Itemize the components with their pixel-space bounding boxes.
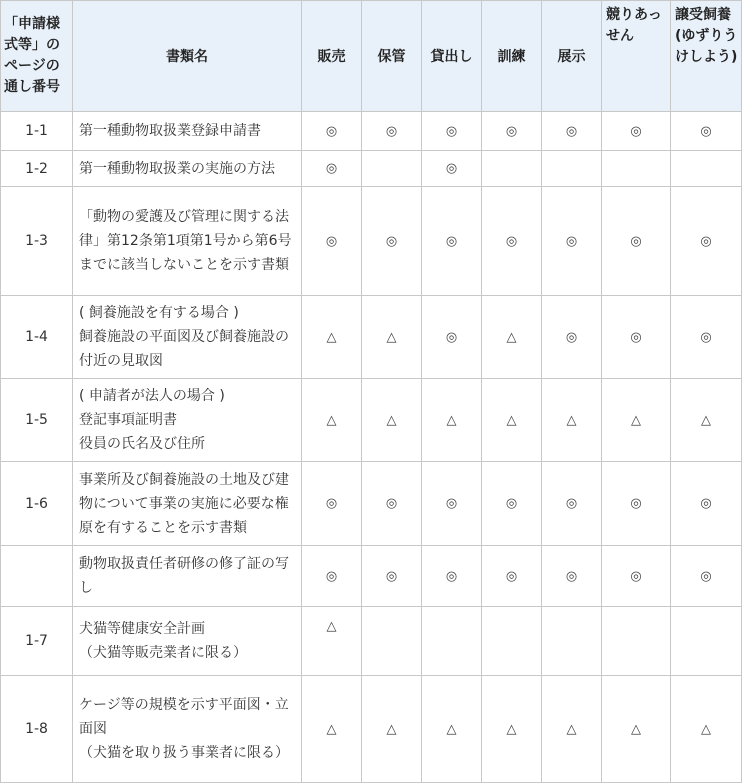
requirement-mark: ◎ — [482, 546, 542, 607]
requirement-mark: △ — [362, 676, 422, 783]
requirement-mark: △ — [482, 296, 542, 379]
requirement-mark: ◎ — [482, 112, 542, 151]
requirement-mark — [362, 607, 422, 676]
document-name: 「動物の愛護及び管理に関する法律」第12条第1項第1号から第6号までに該当しないことを示す書類 — [73, 187, 302, 296]
requirement-mark: ◎ — [422, 187, 482, 296]
document-name: ( 申請者が法人の場合 ) 登記事項証明書 役員の氏名及び住所 — [73, 379, 302, 462]
requirement-mark: ◎ — [671, 546, 742, 607]
document-name: 動物取扱責任者研修の修了証の写し — [73, 546, 302, 607]
requirement-mark — [542, 607, 602, 676]
header-category: 譲受飼養(ゆずりうけしよう) — [671, 1, 742, 112]
requirement-mark: △ — [302, 379, 362, 462]
requirement-mark: △ — [671, 676, 742, 783]
requirement-mark: △ — [302, 607, 362, 676]
row-number: 1-7 — [1, 607, 73, 676]
requirement-mark: △ — [602, 379, 671, 462]
requirement-mark: ◎ — [542, 187, 602, 296]
row-number: 1-1 — [1, 112, 73, 151]
document-name: 事業所及び飼養施設の土地及び建物について事業の実施に必要な権原を有することを示す書類 — [73, 462, 302, 546]
requirement-mark: ◎ — [302, 187, 362, 296]
requirement-mark — [362, 151, 422, 187]
requirement-mark: △ — [302, 676, 362, 783]
requirement-mark: ◎ — [671, 112, 742, 151]
requirement-mark — [482, 151, 542, 187]
row-number: 1-5 — [1, 379, 73, 462]
requirement-mark: △ — [482, 676, 542, 783]
requirement-mark — [602, 607, 671, 676]
requirement-mark: ◎ — [422, 462, 482, 546]
requirement-mark: ◎ — [302, 112, 362, 151]
table-row — [1, 462, 742, 546]
requirement-mark — [671, 151, 742, 187]
header-category: 販売 — [302, 1, 362, 112]
document-name: ( 飼養施設を有する場合 ) 飼養施設の平面図及び飼養施設の付近の見取図 — [73, 296, 302, 379]
requirement-mark: ◎ — [302, 546, 362, 607]
requirement-mark: △ — [542, 379, 602, 462]
requirement-mark: ◎ — [671, 462, 742, 546]
requirement-mark: ◎ — [302, 151, 362, 187]
document-name: 第一種動物取扱業登録申請書 — [73, 112, 302, 151]
requirement-mark — [542, 151, 602, 187]
document-name: 第一種動物取扱業の実施の方法 — [73, 151, 302, 187]
row-number: 1-4 — [1, 296, 73, 379]
header-category: 展示 — [542, 1, 602, 112]
header-document-name: 書類名 — [73, 1, 302, 112]
requirement-mark: △ — [422, 379, 482, 462]
requirement-mark: ◎ — [602, 187, 671, 296]
requirement-mark: △ — [542, 676, 602, 783]
table-row — [1, 296, 742, 379]
row-number: 1-6 — [1, 462, 73, 546]
table-row — [1, 607, 742, 676]
requirement-mark: ◎ — [671, 296, 742, 379]
requirement-mark: ◎ — [482, 187, 542, 296]
requirement-mark — [671, 607, 742, 676]
table-header-row — [1, 1, 742, 112]
requirement-mark — [602, 151, 671, 187]
requirement-mark: △ — [362, 379, 422, 462]
requirement-mark: ◎ — [542, 296, 602, 379]
row-number — [1, 546, 73, 607]
requirement-mark: ◎ — [602, 462, 671, 546]
row-number: 1-3 — [1, 187, 73, 296]
requirement-mark: ◎ — [542, 112, 602, 151]
requirement-mark: ◎ — [362, 187, 422, 296]
requirement-mark: ◎ — [362, 462, 422, 546]
requirement-mark: △ — [602, 676, 671, 783]
requirement-mark: ◎ — [482, 462, 542, 546]
requirement-mark: △ — [482, 379, 542, 462]
table-row — [1, 546, 742, 607]
document-name: ケージ等の規模を示す平面図・立面図 （犬猫を取り扱う事業者に限る） — [73, 676, 302, 783]
requirement-mark: ◎ — [422, 546, 482, 607]
header-category: 貸出し — [422, 1, 482, 112]
document-name: 犬猫等健康安全計画 （犬猫等販売業者に限る） — [73, 607, 302, 676]
table-row — [1, 112, 742, 151]
requirement-mark: ◎ — [602, 112, 671, 151]
row-number: 1-2 — [1, 151, 73, 187]
requirement-mark: ◎ — [422, 296, 482, 379]
table-row — [1, 187, 742, 296]
requirement-mark: ◎ — [602, 296, 671, 379]
requirement-mark: △ — [422, 676, 482, 783]
requirement-mark: △ — [302, 296, 362, 379]
table-row — [1, 676, 742, 783]
requirement-mark: ◎ — [362, 546, 422, 607]
requirement-mark: △ — [362, 296, 422, 379]
requirement-mark: ◎ — [362, 112, 422, 151]
header-number: 「申請様式等」のページの通し番号 — [1, 1, 73, 112]
requirement-mark — [422, 607, 482, 676]
table-row — [1, 151, 742, 187]
header-category: 訓練 — [482, 1, 542, 112]
requirement-mark: ◎ — [302, 462, 362, 546]
requirement-mark: ◎ — [542, 546, 602, 607]
requirement-mark: ◎ — [671, 187, 742, 296]
requirement-mark: ◎ — [602, 546, 671, 607]
row-number: 1-8 — [1, 676, 73, 783]
requirement-mark: ◎ — [422, 151, 482, 187]
requirement-mark: ◎ — [542, 462, 602, 546]
header-category: 保管 — [362, 1, 422, 112]
table-row — [1, 379, 742, 462]
requirement-mark: ◎ — [422, 112, 482, 151]
header-category: 競りあっせん — [602, 1, 671, 112]
requirement-mark — [482, 607, 542, 676]
requirement-mark: △ — [671, 379, 742, 462]
